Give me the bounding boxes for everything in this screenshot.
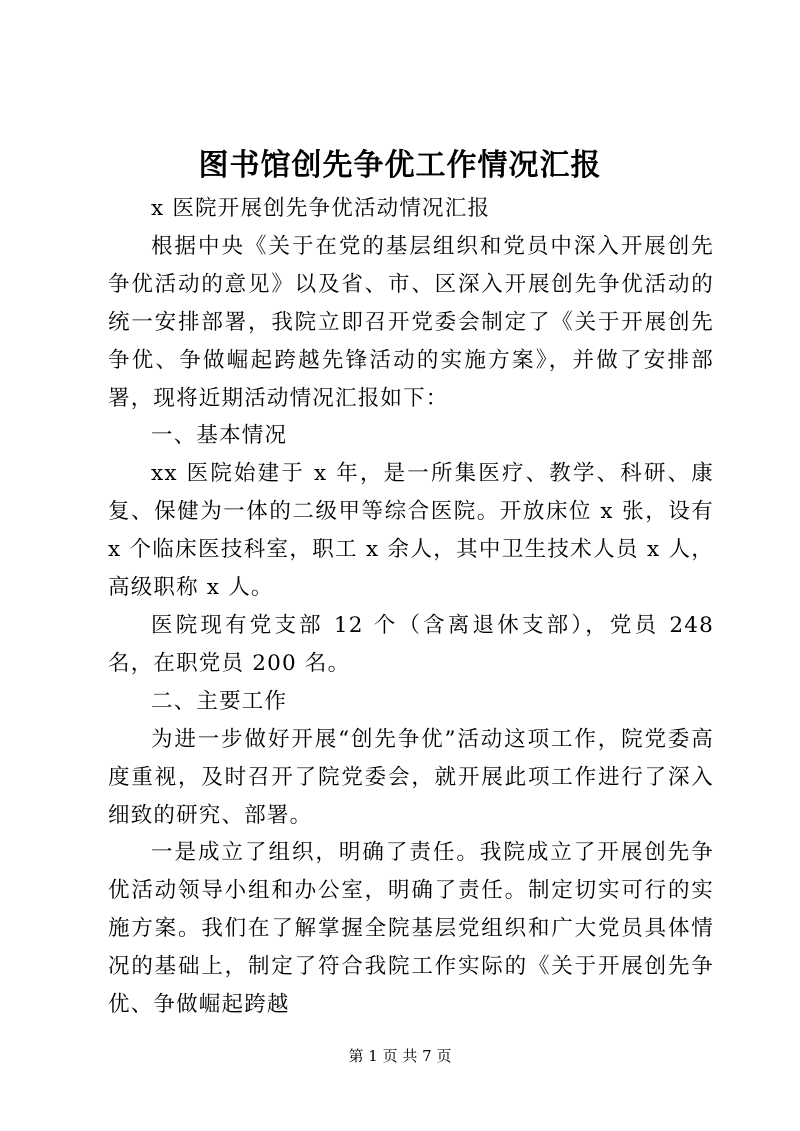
paragraph-party-members: 医院现有党支部 12 个（含离退休支部），党员 248 名，在职党员 200 名。 [108, 612, 714, 676]
paragraph-subtitle: x 医院开展创先争优活动情况汇报 [151, 196, 491, 221]
document-body [108, 190, 714, 1024]
section-heading-basic: 一、基本情况 [151, 423, 288, 449]
page-footer: 第 1 页 共 7 页 [348, 1047, 452, 1065]
paragraph-hospital-overview: xx 医院始建于 x 年，是一所集医疗、教学、科研、康复、保健为一体的二级甲等综合医院。开放床位 x 张，设有 x 个临床医技科室，职工 x 余人，其中卫生技术人员 x 人，高级职称 x 人。 [108, 461, 714, 601]
paragraph-intro: 根据中央《关于在党的基层组织和党员中深入开展创先争优活动的意见》以及省、市、区深入开展创先争优活动的统一安排部署，我院立即召开党委会制定了《关于开展创先争优、争做崛起跨越先锋活动的实施方案》，并做了安排部署，现将近期活动情况汇报如下： [108, 233, 714, 411]
paragraph-organization: 一是成立了组织，明确了责任。我院成立了开展创先争优活动领导小组和办公室，明确了责任。制定切实可行的实施方案。我们在了解掌握全院基层党组织和广大党员具体情况的基础上，制定了符合我院工作实际的《关于开展创先争优、争做崛起跨越 [108, 840, 714, 1018]
section-heading-main-work: 二、主要工作 [151, 688, 288, 714]
paragraph-main-work: 为进一步做好开展“创先争优”活动这项工作，院党委高度重视，及时召开了院党委会，就开展此项工作进行了深入细致的研究、部署。 [108, 726, 714, 828]
document-title: 图书馆创先争优工作情况汇报 [198, 148, 602, 183]
